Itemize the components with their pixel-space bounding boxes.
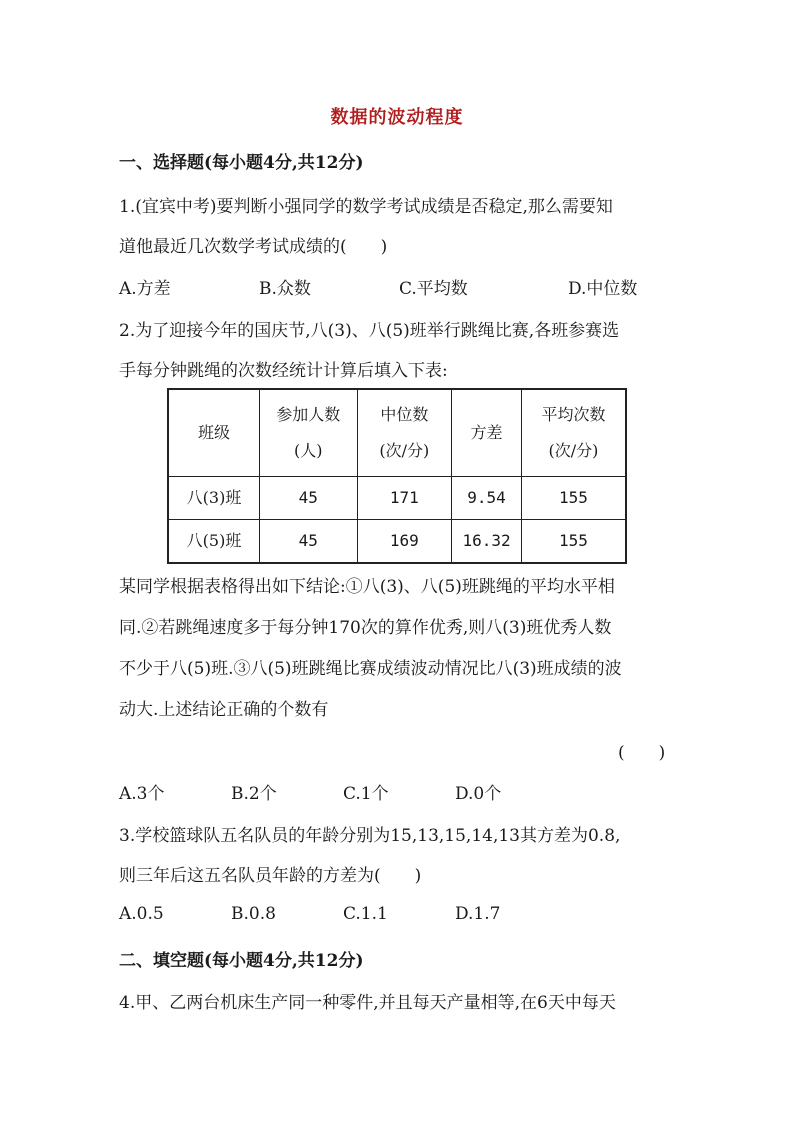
table-cell: 169 <box>357 520 452 564</box>
stats-table <box>167 388 627 564</box>
q2-text-line3: 不少于八(5)班.③八(5)班跳绳比赛成绩波动情况比八(3)班成绩的波 <box>119 659 622 679</box>
q2-answer-paren: ( ) <box>618 743 666 763</box>
table-cell: 9.54 <box>452 477 522 520</box>
q3-option-c: C.1.1 <box>343 904 388 924</box>
section-heading-fill: 二、填空题(每小题4分,共12分) <box>119 951 364 971</box>
q3-option-a: A.0.5 <box>119 904 164 924</box>
table-header-cell: 方差 <box>452 389 522 477</box>
q1-option-c: C.平均数 <box>399 279 468 299</box>
table-header-cell: 中位数 (次/分) <box>357 389 452 477</box>
table-header-cell: 平均次数 (次/分) <box>521 389 626 477</box>
q1-option-d: D.中位数 <box>568 279 638 299</box>
q3-option-b: B.0.8 <box>231 904 276 924</box>
q2-text-line4: 动大.上述结论正确的个数有 <box>119 700 329 720</box>
q1-line2: 道他最近几次数学考试成绩的( ) <box>119 237 388 257</box>
table-row <box>168 477 626 520</box>
q1-option-b: B.众数 <box>259 279 311 299</box>
table-cell: 155 <box>521 477 626 520</box>
q2-option-d: D.0个 <box>455 784 502 804</box>
q2-text-line1: 某同学根据表格得出如下结论:①八(3)、八(5)班跳绳的平均水平相 <box>119 577 615 597</box>
q3-line2: 则三年后这五名队员年龄的方差为( ) <box>119 866 422 886</box>
q3-option-d: D.1.7 <box>455 904 501 924</box>
q2-text-line2: 同.②若跳绳速度多于每分钟170次的算作优秀,则八(3)班优秀人数 <box>119 618 612 638</box>
table-cell: 八(3)班 <box>168 477 260 520</box>
section-heading-choice: 一、选择题(每小题4分,共12分) <box>119 153 364 173</box>
q3-line1: 3.学校篮球队五名队员的年龄分别为15,13,15,14,13其方差为0.8, <box>119 826 621 846</box>
table-cell: 171 <box>357 477 452 520</box>
page-title: 数据的波动程度 <box>330 107 464 128</box>
q2-option-b: B.2个 <box>231 784 277 804</box>
table-cell: 155 <box>521 520 626 564</box>
table-header-cell: 参加人数 (人) <box>260 389 358 477</box>
q2-option-c: C.1个 <box>343 784 389 804</box>
table-row <box>168 520 626 564</box>
q2-line1: 2.为了迎接今年的国庆节,八(3)、八(5)班举行跳绳比赛,各班参赛选 <box>119 321 620 341</box>
table-header-row <box>168 389 626 477</box>
q1-line1: 1.(宜宾中考)要判断小强同学的数学考试成绩是否稳定,那么需要知 <box>119 197 613 217</box>
table-cell: 16.32 <box>452 520 522 564</box>
table-cell: 八(5)班 <box>168 520 260 564</box>
table-header-cell: 班级 <box>168 389 260 477</box>
q1-option-a: A.方差 <box>119 279 171 299</box>
table-cell: 45 <box>260 520 358 564</box>
q4-line1: 4.甲、乙两台机床生产同一种零件,并且每天产量相等,在6天中每天 <box>119 993 616 1013</box>
q2-option-a: A.3个 <box>119 784 165 804</box>
table-cell: 45 <box>260 477 358 520</box>
q2-line2: 手每分钟跳绳的次数经统计计算后填入下表: <box>119 361 448 381</box>
